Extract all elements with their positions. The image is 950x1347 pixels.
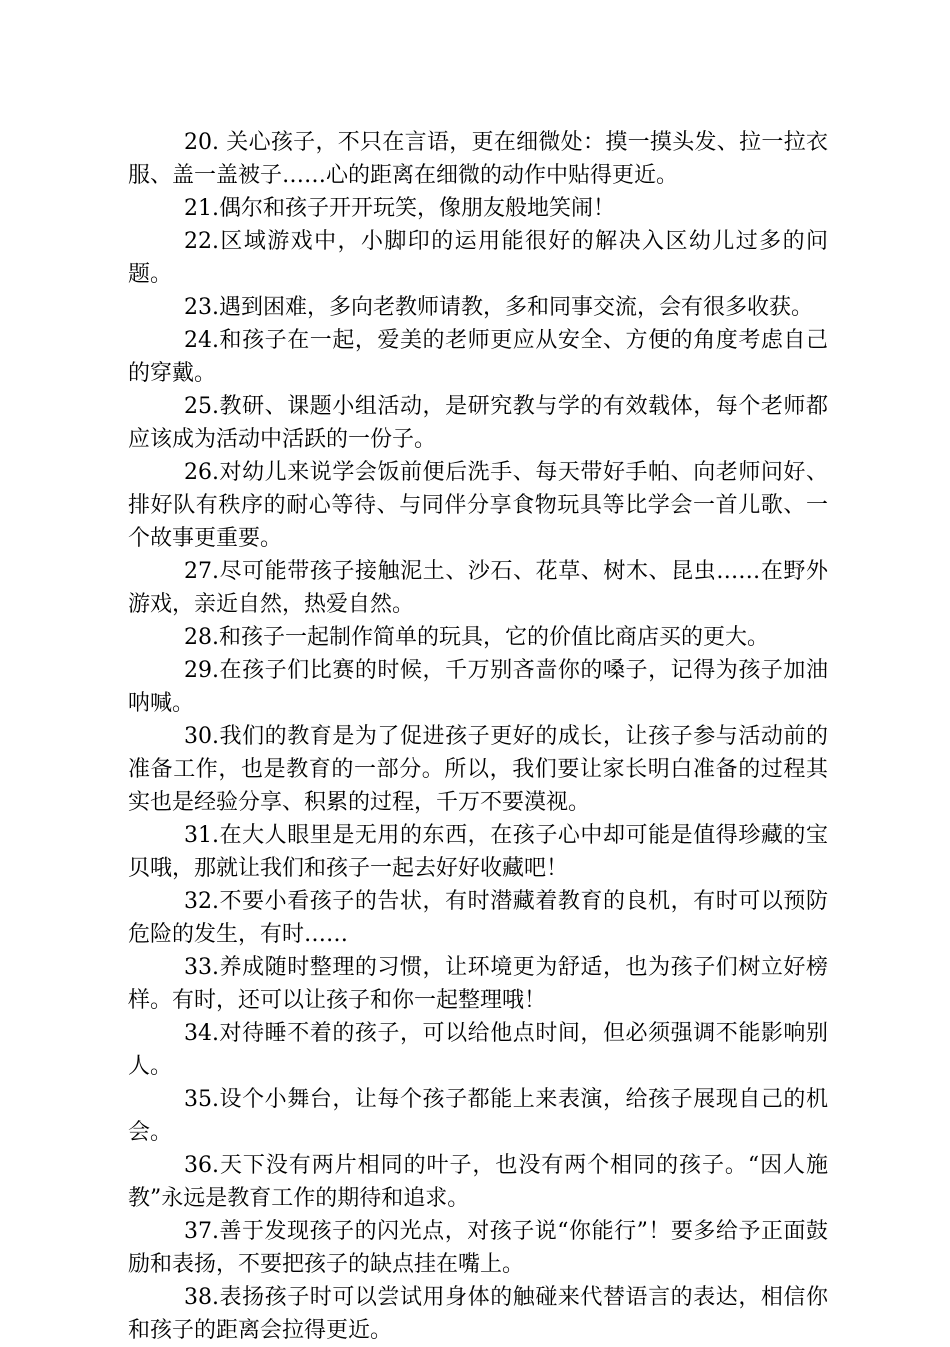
paragraph-27: 27.尽可能带孩子接触泥土、沙石、花草、树木、昆虫……在野外游戏，亲近自然，热爱自然。 [128, 559, 828, 617]
paragraph-23: 23.遇到困难，多向老教师请教，多和同事交流，会有很多收获。 [184, 295, 813, 320]
paragraph-34: 34.对待睡不着的孩子，可以给他点时间，但必须强调不能影响别人。 [128, 1021, 828, 1079]
paragraph-29: 29.在孩子们比赛的时候，千万别吝啬你的嗓子，记得为孩子加油呐喊。 [128, 658, 828, 716]
paragraph-24: 24.和孩子在一起，爱美的老师更应从安全、方便的角度考虑自己的穿戴。 [128, 328, 828, 386]
paragraph-30: 30.我们的教育是为了促进孩子更好的成长，让孩子参与活动前的准备工作，也是教育的一部分。所以，我们要让家长明白准备的过程其实也是经验分享、积累的过程，千万不要漠视。 [128, 724, 828, 815]
paragraph-36: 36.天下没有两片相同的叶子，也没有两个相同的孩子。“因人施教”永远是教育工作的期待和追求。 [128, 1153, 828, 1211]
document-body [128, 126, 828, 1347]
paragraph-38: 38.表扬孩子时可以尝试用身体的触碰来代替语言的表达，相信你和孩子的距离会拉得更近。 [128, 1285, 828, 1343]
paragraph-37: 37.善于发现孩子的闪光点，对孩子说“你能行”！要多给予正面鼓励和表扬，不要把孩子的缺点挂在嘴上。 [128, 1219, 828, 1277]
paragraph-31: 31.在大人眼里是无用的东西，在孩子心中却可能是值得珍藏的宝贝哦，那就让我们和孩子一起去好好收藏吧！ [128, 823, 828, 881]
paragraph-22: 22.区域游戏中，小脚印的运用能很好的解决入区幼儿过多的问题。 [128, 229, 828, 287]
paragraph-25: 25.教研、课题小组活动，是研究教与学的有效载体，每个老师都应该成为活动中活跃的一份子。 [128, 394, 828, 452]
paragraph-32: 32.不要小看孩子的告状，有时潜藏着教育的良机，有时可以预防危险的发生，有时…… [128, 889, 828, 947]
paragraph-26: 26.对幼儿来说学会饭前便后洗手、每天带好手帕、向老师问好、排好队有秩序的耐心等待、与同伴分享食物玩具等比学会一首儿歌、一个故事更重要。 [128, 460, 828, 551]
paragraph-21: 21.偶尔和孩子开开玩笑，像朋友般地笑闹！ [184, 196, 615, 221]
paragraph-33: 33.养成随时整理的习惯，让环境更为舒适，也为孩子们树立好榜样。有时，还可以让孩子和你一起整理哦！ [128, 955, 828, 1013]
paragraph-28: 28.和孩子一起制作简单的玩具，它的价值比商店买的更大。 [184, 625, 769, 650]
paragraph-35: 35.设个小舞台，让每个孩子都能上来表演，给孩子展现自己的机会。 [128, 1087, 828, 1145]
paragraph-20: 20. 关心孩子，不只在言语，更在细微处：摸一摸头发、拉一拉衣服、盖一盖被子……心的距离在细微的动作中贴得更近。 [128, 130, 828, 188]
